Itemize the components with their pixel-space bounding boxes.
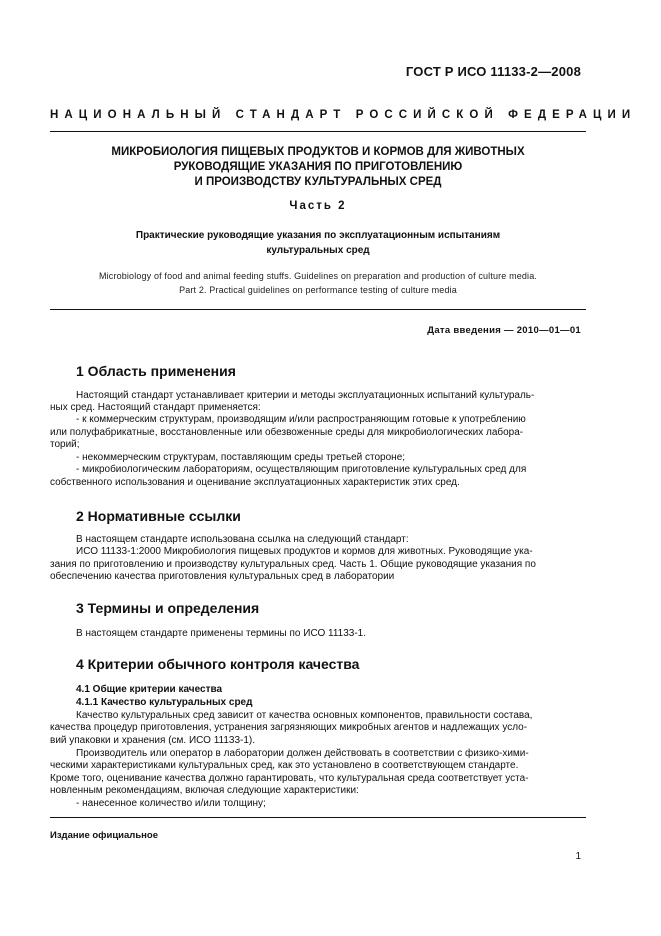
- title-line: МИКРОБИОЛОГИЯ ПИЩЕВЫХ ПРОДУКТОВ И КОРМОВ ДЛЯ ЖИВОТНЫХ: [111, 146, 525, 158]
- subsection-heading: 4.1 Общие критерии качества: [76, 684, 223, 695]
- section-heading: 1 Область применения: [76, 363, 236, 379]
- publication-label: Издание официальное: [50, 830, 158, 841]
- paragraph-line: качества процедур приготовления, устранения загрязняющих микробных агентов и надлежащих усло-: [50, 722, 528, 733]
- title-line: РУКОВОДЯЩИЕ УКАЗАНИЯ ПО ПРИГОТОВЛЕНИЮ: [173, 161, 463, 173]
- paragraph-line: ИСО 11133-1:2000 Микробиология пищевых продуктов и кормов для животных. Руководящие ука-: [76, 546, 533, 557]
- page-number: 1: [575, 851, 581, 862]
- section-heading: 2 Нормативные ссылки: [76, 508, 241, 524]
- paragraph-line: вий упаковки и хранения (см. ИСО 11133-1).: [50, 735, 256, 746]
- paragraph-line: ных сред. Настоящий стандарт применяется:: [50, 402, 261, 413]
- paragraph-line: - некоммерческим структурам, поставляющим среды третьей стороне;: [76, 452, 406, 463]
- paragraph-line: ческими характеристиками культуральных сред, как это установлено в соответствующем стандарте.: [50, 760, 519, 771]
- title-divider: [50, 309, 586, 310]
- paragraph-line: или полуфабрикатные, восстановленные или обезвоженные среды для микробиологических лабора-: [50, 427, 524, 438]
- paragraph-line: - нанесенное количество и/или толщину;: [76, 798, 266, 809]
- paragraph-line: новленным рекомендациям, включая следующие характеристики:: [50, 785, 359, 796]
- paragraph-line: - к коммерческим структурам, производящим и/или распространяющим готовые к употреблению: [76, 414, 526, 425]
- footer-divider: [50, 817, 586, 818]
- part-label: Часть 2: [289, 200, 347, 212]
- document-code: ГОСТ Р ИСО 11133-2—2008: [405, 64, 581, 79]
- header-divider: [50, 131, 586, 132]
- paragraph-line: обеспечению качества приготовления культуральных сред в лаборатории: [50, 571, 395, 582]
- subtitle-line: Практические руководящие указания по эксплуатационным испытаниям: [135, 230, 501, 241]
- paragraph-line: Производитель или оператор в лаборатории должен действовать в соответствии с физико-хими-: [76, 748, 529, 759]
- paragraph-line: зания по приготовлению и производству культуральных сред. Часть 1. Общие руководящие указания по: [50, 559, 536, 570]
- title-line: И ПРОИЗВОДСТВУ КУЛЬТУРАЛЬНЫХ СРЕД: [194, 176, 442, 188]
- paragraph-line: Кроме того, оценивание качества должно гарантировать, что культуральная среда соответствует уста-: [50, 773, 529, 784]
- paragraph-line: Настоящий стандарт устанавливает критерии и методы эксплуатационных испытаний культураль-: [76, 390, 535, 401]
- paragraph-line: торий;: [50, 439, 80, 450]
- paragraph-line: собственного использования и оценивание эксплуатационных характеристик этих сред.: [50, 477, 460, 488]
- english-title-line: Part 2. Practical guidelines on performance testing of culture media: [179, 285, 457, 295]
- paragraph-line: Качество культуральных сред зависит от качества основных компонентов, правильности состава,: [76, 710, 533, 721]
- paragraph-line: - микробиологическим лабораториям, осуществляющим приготовление культуральных сред для: [76, 464, 527, 475]
- english-title-line: Microbiology of food and animal feeding stuffs. Guidelines on preparation and production of culture media.: [99, 271, 537, 281]
- national-standard-banner: НАЦИОНАЛЬНЫЙ СТАНДАРТ РОССИЙСКОЙ ФЕДЕРАЦИИ: [50, 109, 637, 121]
- section-heading: 4 Критерии обычного контроля качества: [76, 656, 360, 672]
- paragraph-line: В настоящем стандарте применены термины по ИСО 11133-1.: [76, 628, 367, 639]
- subsection-heading: 4.1.1 Качество культуральных сред: [76, 697, 253, 708]
- introduction-date: Дата введения — 2010—01—01: [427, 325, 581, 336]
- paragraph-line: В настоящем стандарте использована ссылка на следующий стандарт:: [76, 534, 409, 545]
- subtitle-line: культуральных сред: [266, 245, 370, 256]
- section-heading: 3 Термины и определения: [76, 600, 260, 616]
